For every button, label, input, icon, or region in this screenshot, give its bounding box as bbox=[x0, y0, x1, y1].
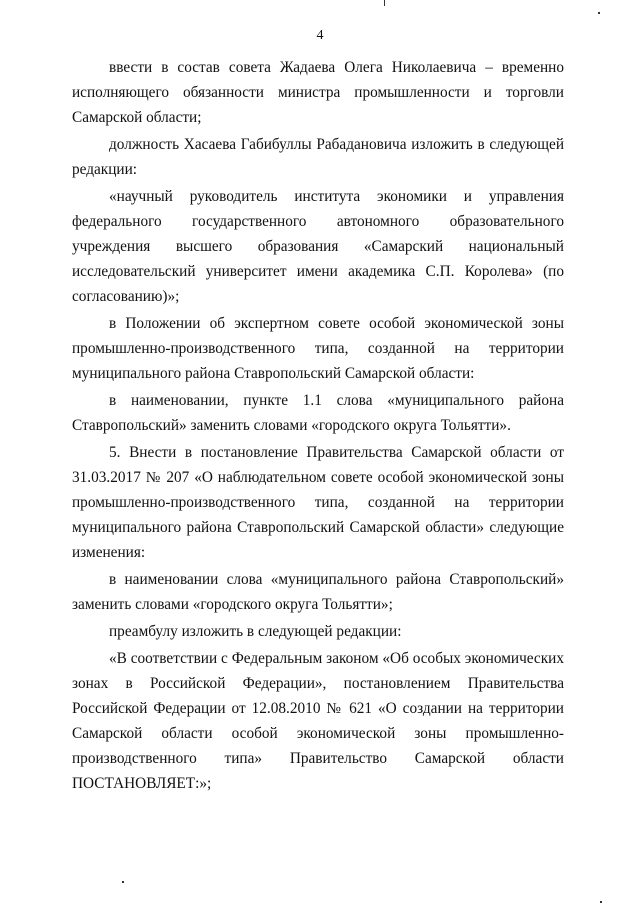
paragraph-5: в наименовании, пункте 1.1 слова «муниципального района Ставропольский» заменить словами «городского округа Тольятти». bbox=[72, 392, 564, 434]
document-body bbox=[72, 55, 564, 798]
paragraph-4: в Положении об экспертном совете особой экономической зоны промышленно-производственного типа, созданной на территории муниципального района Ставропольский Самарской области: bbox=[72, 315, 564, 382]
scan-mark-right bbox=[598, 12, 600, 14]
scan-mark-bottom-dot bbox=[600, 901, 602, 903]
paragraph-3: «научный руководитель института экономики и управления федерального государственного автономного образовательного учреждения высшего образования «Самарский национальный исследовательский университет имени академика С.П. Королева» (по согласованию)»; bbox=[72, 188, 564, 305]
scan-mark-bottom-left bbox=[122, 881, 124, 883]
paragraph-7: в наименовании слова «муниципального района Ставропольский» заменить словами «городского округа Тольятти»; bbox=[72, 571, 564, 613]
paragraph-8: преамбулу изложить в следующей редакции: bbox=[109, 623, 402, 640]
paragraph-1: ввести в состав совета Жадаева Олега Николаевича – временно исполняющего обязанности министра промышленности и торговли Самарской области; bbox=[72, 59, 564, 126]
paragraph-9: «В соответствии с Федеральным законом «Об особых экономических зонах в Российской Федерации», постановлением Правительства Российской Федерации от 12.08.2010 № 621 «О создании на территории Самарской области особой экономической зоны промышленно-производственного типа» Правительство Самарской области ПОСТАНОВЛЯЕТ:»; bbox=[72, 650, 564, 792]
page-number: 4 bbox=[316, 28, 324, 43]
paragraph-2: должность Хасаева Габибуллы Рабадановича изложить в следующей редакции: bbox=[72, 136, 564, 178]
paragraph-6: 5. Внести в постановление Правительства Самарской области от 31.03.2017 № 207 «О наблюдательном совете особой экономической зоны промышленно-производственного типа, созданной на территории муниципального района Ставропольский Самарской области» следующие изменения: bbox=[72, 444, 564, 561]
scan-mark-top bbox=[384, 0, 385, 6]
